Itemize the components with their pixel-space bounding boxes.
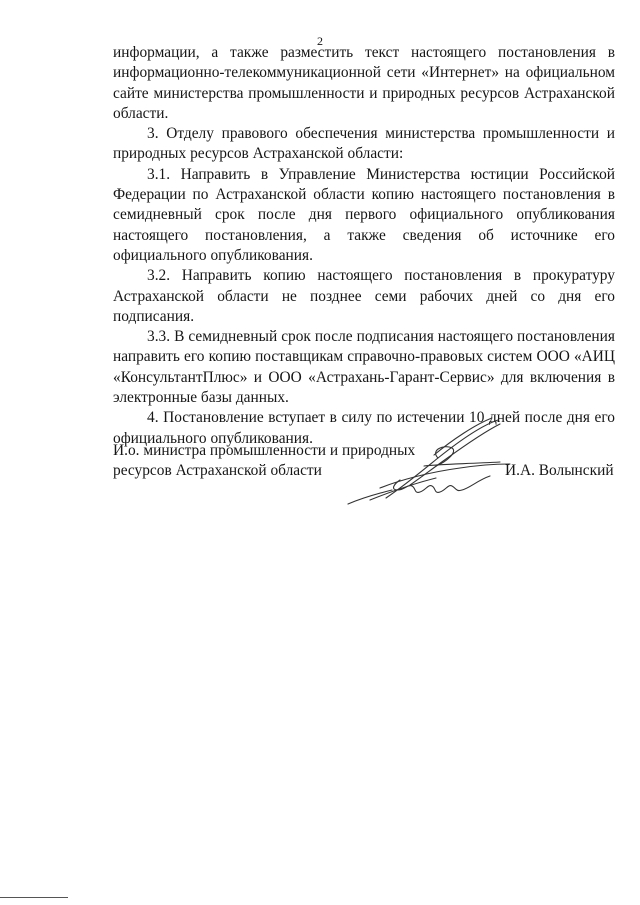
paragraph-publication-continuation: информации, а также разместить текст настоящего постановления в информационно-телекоммуникационной сети «Интернет» на официальном сайте министерства промышленности и природных ресурсов Астраханской области. <box>113 44 615 122</box>
paragraph-3-legal-department: 3. Отделу правового обеспечения министерства промышленности и природных ресурсов Астраханской области: <box>113 125 615 163</box>
signatory-position-line-1: И.о. министра промышленности и природных <box>113 442 416 459</box>
paragraph-3-3-legal-systems: 3.3. В семидневный срок после подписания настоящего постановления направить его копию поставщикам справочно-правовых систем ООО «АИЦ «КонсультантПлюс» и ООО «Астрахань-Гарант-Сервис» для включения в электронные базы данных. <box>113 328 615 407</box>
document-body <box>113 43 615 449</box>
paragraph-3-1-ministry-of-justice: 3.1. Направить в Управление Министерства юстиции Российской Федерации по Астраханской области копию настоящего постановления в семидневный срок после дня первого официального опубликования настоящего постановления, а также сведения об источнике его официального опубликования. <box>113 165 615 264</box>
signatory-name: И.А. Волынский <box>505 462 614 479</box>
page-number: 2 <box>317 34 323 48</box>
paragraph-3-2-prosecutor: 3.2. Направить копию настоящего постановления в прокуратуру Астраханской области не позднее семи рабочих дней со дня его подписания. <box>113 267 615 325</box>
scan-edge-line <box>0 897 68 898</box>
signatory-position-line-2: ресурсов Астраханской области <box>113 462 322 479</box>
handwritten-signature <box>340 414 515 506</box>
paragraph-4-entry-into-force: 4. Постановление вступает в силу по истечении 10 дней после дня его официального опубликования. <box>113 409 615 447</box>
